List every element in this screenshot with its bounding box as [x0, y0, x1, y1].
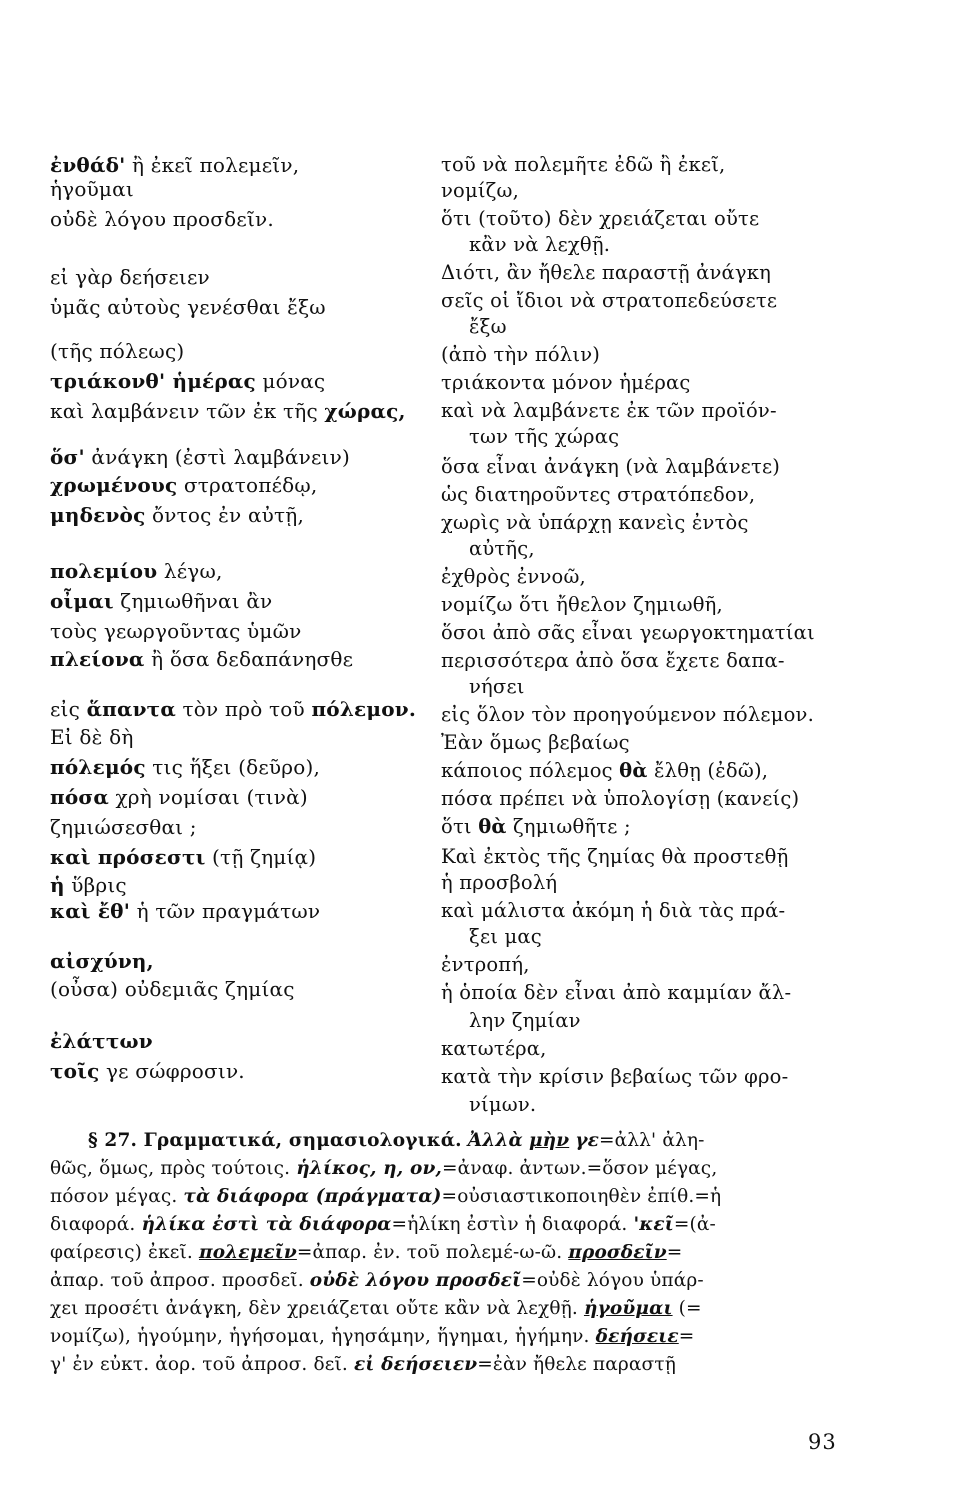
greek-line: [50, 724, 134, 750]
text-segment: Εἰ δὲ δὴ: [50, 725, 134, 749]
text-segment: κάποιος πόλεμος: [441, 759, 620, 782]
translation-line: [441, 564, 586, 590]
text-segment: καὶ λαμβάνειν τῶν ἐκ τῆς: [50, 399, 325, 423]
greek-line: [50, 558, 223, 584]
text-segment: ὅσ': [50, 445, 85, 469]
text-segment: λην ζημίαν: [469, 1009, 581, 1032]
text-segment: ἡ: [50, 873, 65, 897]
text-segment: Διότι, ἂν ἤθελε παραστῇ ἀνάγκη: [441, 261, 772, 284]
translation-line: [441, 260, 771, 286]
text-segment: ἔξω: [469, 315, 507, 338]
text-segment: εἰς ὅλον τὸν προηγούμενον πόλεμον.: [441, 703, 814, 726]
note-segment: δεήσειε: [595, 1326, 679, 1347]
translation-line: [441, 1036, 547, 1062]
translation-line: [441, 454, 780, 480]
text-segment: πολεμίου: [50, 559, 158, 583]
text-segment: τοὺς γεωργοῦντας ὑμῶν: [50, 619, 302, 643]
translation-line: [441, 952, 530, 978]
note-segment: φαίρεσις) ἐκεῖ.: [50, 1242, 199, 1263]
note-segment: οὐδὲ λόγου προσδεῖ: [309, 1270, 522, 1291]
note-segment: =ἀλλ' ἀλη-: [599, 1130, 705, 1151]
translation-line: [441, 424, 619, 450]
text-segment: χώρας,: [324, 399, 406, 423]
text-segment: ἐνθάδ': [50, 153, 126, 177]
text-segment: εἰ γὰρ δεήσειεν: [50, 265, 210, 289]
translation-line: [441, 178, 519, 204]
greek-line: [50, 294, 326, 320]
text-segment: πόσα: [50, 785, 109, 809]
note-line: [50, 1212, 850, 1238]
note-segment: γε: [575, 1130, 600, 1151]
note-segment: προσδεῖν: [568, 1242, 667, 1263]
text-segment: (τῆς πόλεως): [50, 339, 185, 363]
text-segment: πόλεμός: [50, 755, 146, 779]
text-segment: γε σώφροσιν.: [99, 1059, 245, 1083]
text-segment: καὶ πρόσεστι: [50, 845, 206, 869]
text-segment: ἢ ὅσα δεδαπάνησθε: [144, 647, 354, 671]
note-line: [50, 1352, 850, 1378]
greek-line: [50, 176, 134, 202]
greek-line: [50, 588, 272, 614]
text-segment: ὅσα εἶναι ἀνάγκη (νὰ λαμβάνετε): [441, 455, 781, 478]
translation-line: [441, 314, 507, 340]
page-number: 93: [808, 1430, 837, 1454]
text-segment: (ἀπὸ τὴν πόλιν): [441, 343, 601, 366]
text-segment: νήσει: [469, 675, 525, 698]
text-segment: ὡς διατηροῦντες στρατόπεδον,: [441, 483, 756, 506]
greek-line: [50, 646, 353, 672]
text-segment: νομίζω,: [441, 179, 519, 202]
translation-line: [441, 730, 630, 756]
text-segment: ὅτι: [441, 815, 479, 838]
text-segment: αἰσχύνη,: [50, 949, 154, 973]
note-segment: =ἀπαρ. ἐν. τοῦ πολεμέ-ω-ῶ.: [296, 1242, 569, 1263]
greek-line: [50, 398, 406, 424]
greek-line: [50, 784, 308, 810]
text-segment: καὶ νὰ λαμβάνετε ἐκ τῶν προϊόν-: [441, 399, 777, 422]
translation-line: [441, 482, 755, 508]
note-segment: γ' ἐν εὐκτ. ἀορ. τοῦ ἀπροσ. δεῖ.: [50, 1354, 354, 1375]
text-segment: ἡγοῦμαι: [50, 177, 134, 201]
translation-line: [441, 536, 535, 562]
note-segment: 'κεῖ: [633, 1214, 674, 1235]
note-segment: ἡλίκα ἐστὶ τὰ διάφορα: [141, 1214, 392, 1235]
translation-line: [441, 786, 799, 812]
translation-line: [441, 758, 768, 784]
text-segment: ζημιωθῆναι ἂν: [113, 589, 273, 613]
greek-line: [50, 844, 316, 870]
text-segment: κἂν νὰ λεχθῇ.: [469, 233, 611, 256]
note-segment: § 27. Γραμματικά, σημασιολογικά.: [88, 1130, 462, 1151]
note-segment: =ἀναφ. ἀντων.=ὅσον μέγας,: [442, 1158, 718, 1179]
text-segment: πόσα πρέπει νὰ ὑπολογίσῃ (κανείς): [441, 787, 800, 810]
text-segment: ὅσοι ἀπὸ σᾶς εἶναι γεωργοκτηματίαι: [441, 621, 815, 644]
note-line: [50, 1128, 850, 1154]
translation-line: [441, 1064, 788, 1090]
text-segment: κατὰ τὴν κρίσιν βεβαίως τῶν φρο-: [441, 1065, 789, 1088]
text-segment: (οὖσα) οὐδεμιᾶς ζημίας: [50, 977, 295, 1001]
note-segment: ἀπαρ. τοῦ ἀπροσ. προσδεῖ.: [50, 1270, 310, 1291]
greek-line: [50, 264, 210, 290]
greek-line: [50, 948, 154, 974]
note-line: [50, 1184, 850, 1210]
translation-line: [441, 152, 725, 178]
translation-line: [441, 870, 557, 896]
greek-line: [50, 814, 197, 840]
text-segment: καὶ ἔθ': [50, 899, 131, 923]
translation-line: [441, 232, 610, 258]
translation-line: [441, 702, 814, 728]
note-segment: μὴν: [528, 1130, 570, 1151]
text-segment: τοῦ νὰ πολεμῆτε ἐδῶ ἢ ἐκεῖ,: [441, 153, 726, 176]
greek-line: [50, 338, 184, 364]
text-segment: ἢ ἐκεῖ πολεμεῖν,: [125, 153, 300, 177]
text-segment: θὰ: [478, 815, 507, 838]
text-segment: πόλεμον.: [311, 697, 417, 721]
text-segment: ἡ προσβολή: [441, 871, 558, 894]
note-segment: θῶς, ὅμως, πρὸς τούτοις.: [50, 1158, 297, 1179]
text-segment: (τῇ ζημίᾳ): [205, 845, 317, 869]
note-line: [50, 1296, 850, 1322]
text-segment: μόνας: [255, 369, 326, 393]
greek-line: [50, 152, 299, 178]
text-segment: ἐντροπή,: [441, 953, 530, 976]
text-segment: νίμων.: [469, 1093, 537, 1116]
text-segment: ζημιώσεσθαι ;: [50, 815, 197, 839]
translation-line: [441, 674, 525, 700]
note-line: [50, 1268, 850, 1294]
translation-line: [441, 898, 785, 924]
text-segment: κατωτέρα,: [441, 1037, 547, 1060]
greek-line: [50, 1058, 245, 1084]
note-segment: =οὐσιαστικοποιηθὲν ἐπίθ.=ἡ: [441, 1186, 722, 1207]
note-segment: =(ἀ-: [673, 1214, 716, 1235]
text-segment: περισσότερα ἀπὸ ὅσα ἔχετε δαπα-: [441, 649, 785, 672]
text-segment: ἀνάγκη (ἐστὶ λαμβάνειν): [84, 445, 350, 469]
text-segment: χρὴ νομίσαι (τινὰ): [108, 785, 308, 809]
text-segment: μηδενὸς: [50, 503, 146, 527]
greek-line: [50, 898, 320, 924]
text-segment: νομίζω ὅτι ἤθελον ζημιωθῆ,: [441, 593, 723, 616]
text-segment: ὅτι (τοῦτο) δὲν χρειάζεται οὔτε: [441, 207, 760, 230]
translation-line: [441, 844, 788, 870]
text-segment: τριάκοντα μόνον ἡμέρας: [441, 371, 691, 394]
greek-line: [50, 872, 127, 898]
note-segment: διαφορά.: [50, 1214, 142, 1235]
text-segment: εἰς: [50, 697, 87, 721]
note-segment: =: [666, 1242, 683, 1263]
translation-line: [441, 592, 723, 618]
text-segment: θὰ: [619, 759, 648, 782]
translation-line: [441, 648, 785, 674]
greek-line: [50, 472, 317, 498]
text-segment: χωρὶς νὰ ὑπάρχῃ κανεὶς ἐντὸς: [441, 511, 749, 534]
note-segment: Ἀλλὰ: [467, 1130, 523, 1151]
text-segment: λέγω,: [157, 559, 223, 583]
note-segment: ἡλίκος, η, ον,: [296, 1158, 443, 1179]
translation-line: [441, 1008, 581, 1034]
text-segment: ἐλάττων: [50, 1029, 153, 1053]
greek-line: [50, 502, 304, 528]
note-segment: ἡγοῦμαι: [583, 1298, 673, 1319]
translation-line: [441, 288, 777, 314]
translation-line: [441, 206, 759, 232]
text-segment: των τῆς χώρας: [469, 425, 620, 448]
text-segment: οὐδὲ λόγου προσδεῖν.: [50, 207, 274, 231]
greek-line: [50, 444, 350, 470]
greek-line: [50, 696, 416, 722]
text-segment: τὸν πρὸ τοῦ: [175, 697, 312, 721]
note-line: [50, 1240, 850, 1266]
note-segment: νομίζω), ἡγούμην, ἡγήσομαι, ἡγησάμην, ἥγημαι, ἡγήμην.: [50, 1326, 596, 1347]
note-segment: εἰ δεήσειεν: [353, 1354, 478, 1375]
greek-line: [50, 618, 301, 644]
translation-line: [441, 398, 777, 424]
note-segment: (=: [672, 1298, 702, 1319]
greek-line: [50, 1028, 153, 1054]
text-segment: ζημιωθῆτε ;: [506, 815, 631, 838]
text-segment: χρωμένους: [50, 473, 178, 497]
text-segment: σεῖς οἱ ἴδιοι νὰ στρατοπεδεύσετε: [441, 289, 778, 312]
text-segment: οἶμαι: [50, 589, 114, 613]
text-segment: Ἐὰν ὅμως βεβαίως: [441, 731, 630, 754]
text-segment: αὐτῆς,: [469, 537, 535, 560]
text-segment: τριάκονθ' ἡμέρας: [50, 369, 256, 393]
text-segment: ὄντος ἐν αὐτῇ,: [145, 503, 305, 527]
note-segment: =ἡλίκη ἐστὶν ἡ διαφορά.: [391, 1214, 634, 1235]
text-segment: ὑμᾶς αὐτοὺς γενέσθαι ἔξω: [50, 295, 326, 319]
text-segment: πλείονα: [50, 647, 145, 671]
text-segment: ὕβρις: [64, 873, 127, 897]
text-segment: ἡ ὁποία δὲν εἶναι ἀπὸ καμμίαν ἄλ-: [441, 981, 792, 1004]
text-segment: στρατοπέδῳ,: [177, 473, 318, 497]
greek-line: [50, 206, 274, 232]
translation-line: [441, 510, 749, 536]
translation-line: [441, 620, 815, 646]
greek-line: [50, 976, 295, 1002]
note-segment: =: [678, 1326, 695, 1347]
translation-line: [441, 370, 690, 396]
note-segment: χει προσέτι ἀνάγκη, δὲν χρειάζεται οὔτε κἂν νὰ λεχθῇ.: [50, 1298, 584, 1319]
text-segment: καὶ μάλιστα ἀκόμη ἡ διὰ τὰς πρά-: [441, 899, 786, 922]
text-segment: τοῖς: [50, 1059, 100, 1083]
translation-line: [441, 980, 791, 1006]
text-segment: ἐχθρὸς ἐννοῶ,: [441, 565, 586, 588]
note-segment: τὰ διάφορα (πράγματα): [183, 1186, 442, 1207]
translation-line: [441, 814, 631, 840]
text-segment: ξει μας: [469, 925, 542, 948]
text-segment: τις ἥξει (δεῦρο),: [145, 755, 321, 779]
text-segment: ἅπαντα: [86, 697, 176, 721]
note-line: [50, 1324, 850, 1350]
note-segment: =οὐδὲ λόγου ὑπάρ-: [521, 1270, 704, 1291]
note-segment: πολεμεῖν: [199, 1242, 297, 1263]
translation-line: [441, 924, 542, 950]
note-segment: =ἐὰν ἤθελε παραστῇ: [477, 1354, 676, 1375]
translation-line: [441, 1092, 536, 1118]
translation-line: [441, 342, 600, 368]
note-line: [50, 1156, 850, 1182]
greek-line: [50, 368, 325, 394]
note-segment: πόσον μέγας.: [50, 1186, 184, 1207]
text-segment: ἡ τῶν πραγμάτων: [130, 899, 321, 923]
greek-line: [50, 754, 320, 780]
text-segment: Καὶ ἐκτὸς τῆς ζημίας θὰ προστεθῇ: [441, 845, 789, 868]
text-segment: ἔλθῃ (ἐδῶ),: [647, 759, 769, 782]
